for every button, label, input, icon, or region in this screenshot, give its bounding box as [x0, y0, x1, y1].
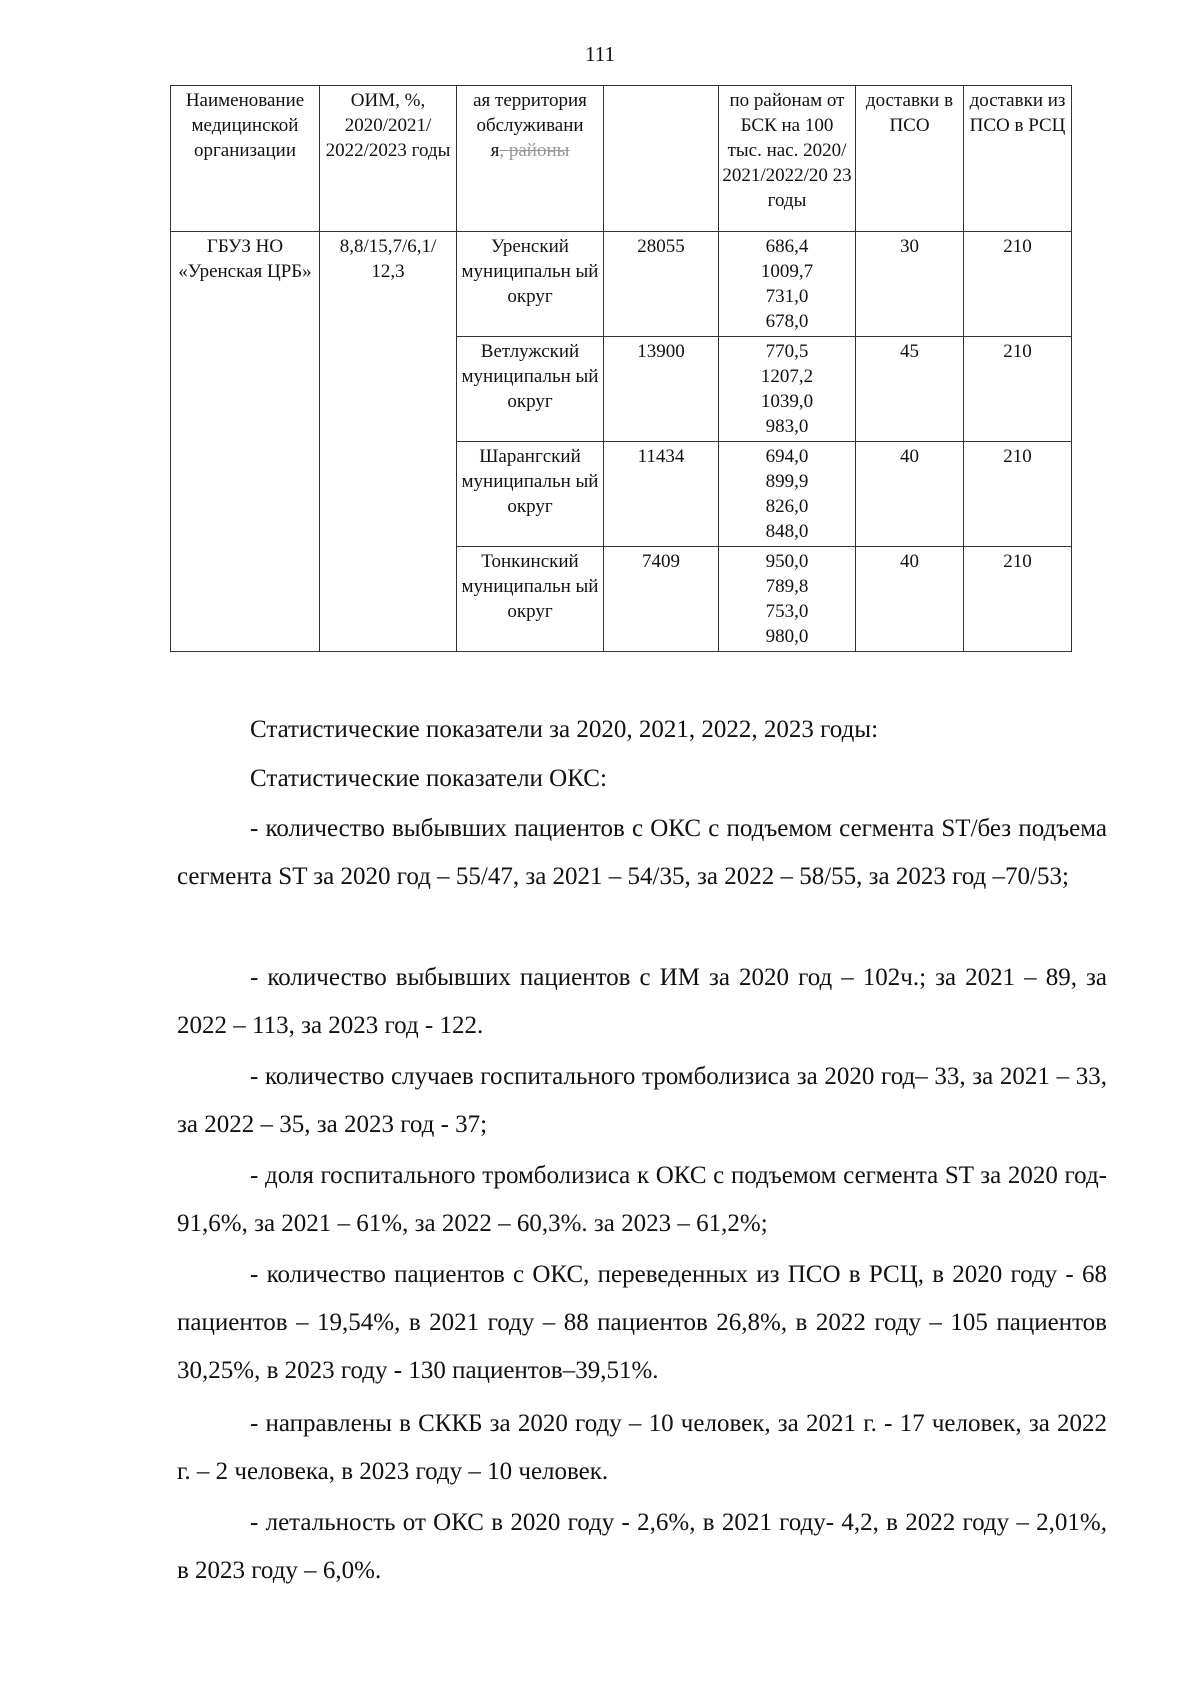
oim-value: 8,8/15,7/6,1/ 12,3 [320, 232, 457, 652]
stat-item: - летальность от ОКС в 2020 году - 2,6%, в 2021 году- 4,2, в 2022 году – 2,01%, в 2023 году – 6,0%. [177, 1509, 1107, 1584]
header-population [604, 86, 719, 232]
population-cell: 13900 [604, 337, 719, 442]
bsk-value: 1039,0 [760, 391, 814, 412]
header-delivery-rsc: доставки из ПСО в РСЦ [964, 86, 1072, 232]
bsk-value: 678,0 [765, 311, 809, 332]
header-territory-struck: , районы [499, 140, 570, 161]
bsk-value: 848,0 [765, 521, 809, 542]
bsk-value: 983,0 [765, 416, 809, 437]
bsk-value: 980,0 [765, 626, 809, 647]
header-territory [457, 86, 604, 232]
population-cell: 7409 [604, 547, 719, 652]
header-delivery-pso: доставки в ПСО [856, 86, 964, 232]
stat-item: - количество случаев госпитального тромболизиса за 2020 год– 33, за 2021 – 33, за 2022 – 35, за 2023 год - 37; [177, 1063, 1107, 1138]
header-bsk: по районам от БСК на 100 тыс. нас. 2020/ 2021/2022/20 23 годы [719, 86, 856, 232]
delivery-rsc-cell: 210 [964, 337, 1072, 442]
bsk-value: 731,0 [765, 286, 809, 307]
bsk-cell [719, 337, 856, 442]
bsk-cell [719, 442, 856, 547]
bsk-value: 694,0 [765, 446, 809, 467]
territory-cell: Шарангский муниципальн ый округ [457, 442, 604, 547]
stat-item: - направлены в СККБ за 2020 году – 10 человек, за 2021 г. - 17 человек, за 2022 г. – 2 человека, в 2023 году – 10 человек. [177, 1410, 1107, 1485]
delivery-pso-cell: 40 [856, 547, 964, 652]
oks-heading: Статистические показатели ОКС: [250, 765, 607, 792]
bsk-value: 1207,2 [760, 366, 814, 387]
delivery-pso-cell: 45 [856, 337, 964, 442]
stats-heading: Статистические показатели за 2020, 2021, 2022, 2023 годы: [250, 716, 879, 743]
bsk-cell [719, 232, 856, 337]
org-name: ГБУЗ НО «Уренская ЦРБ» [171, 232, 320, 652]
header-oim: ОИМ, %, 2020/2021/ 2022/2023 годы [320, 86, 457, 232]
delivery-pso-cell: 30 [856, 232, 964, 337]
header-territory-text: ая территория обслуживани [473, 90, 587, 136]
table-header-row [171, 86, 1072, 232]
bsk-value: 826,0 [765, 496, 809, 517]
delivery-rsc-cell: 210 [964, 547, 1072, 652]
territory-cell: Ветлужский муниципальн ый округ [457, 337, 604, 442]
territory-cell: Уренский муниципальн ый округ [457, 232, 604, 337]
population-cell: 11434 [604, 442, 719, 547]
bsk-value: 950,0 [765, 551, 809, 572]
table-row [171, 232, 1072, 337]
bsk-value: 753,0 [765, 601, 809, 622]
bsk-value: 1009,7 [760, 261, 814, 282]
delivery-pso-cell: 40 [856, 442, 964, 547]
bsk-value: 899,9 [765, 471, 809, 492]
stat-item: - количество пациентов с ОКС, переведенных из ПСО в РСЦ, в 2020 году - 68 пациентов – 19,54%, в 2021 году – 88 пациентов 26,8%, в 2022 году – 105 пациентов 30,25%, в 2023 году - 130 пациентов–39,51%. [177, 1261, 1107, 1384]
bsk-value: 770,5 [765, 341, 809, 362]
stat-item: - количество выбывших пациентов с ИМ за 2020 год – 102ч.; за 2021 – 89, за 2022 – 113, за 2023 год - 122. [177, 964, 1107, 1039]
territory-cell: Тонкинский муниципальн ый округ [457, 547, 604, 652]
page-number: 111 [585, 42, 615, 66]
population-cell: 28055 [604, 232, 719, 337]
header-territory-tail: я [490, 140, 500, 161]
bsk-value: 686,4 [765, 236, 809, 257]
stat-item: - доля госпитального тромболизиса к ОКС с подъемом сегмента ST за 2020 год- 91,6%, за 2021 – 61%, за 2022 – 60,3%. за 2023 – 61,2%; [177, 1162, 1107, 1237]
statistics-table [170, 85, 1072, 652]
header-org: Наименование медицинской организации [171, 86, 320, 232]
bsk-value: 789,8 [765, 576, 809, 597]
stat-item: - количество выбывших пациентов с ОКС с подъемом сегмента ST/без подъема сегмента ST за 2020 год – 55/47, за 2021 – 54/35, за 2022 – 58/55, за 2023 год –70/53; [177, 815, 1107, 890]
bsk-cell [719, 547, 856, 652]
delivery-rsc-cell: 210 [964, 442, 1072, 547]
delivery-rsc-cell: 210 [964, 232, 1072, 337]
